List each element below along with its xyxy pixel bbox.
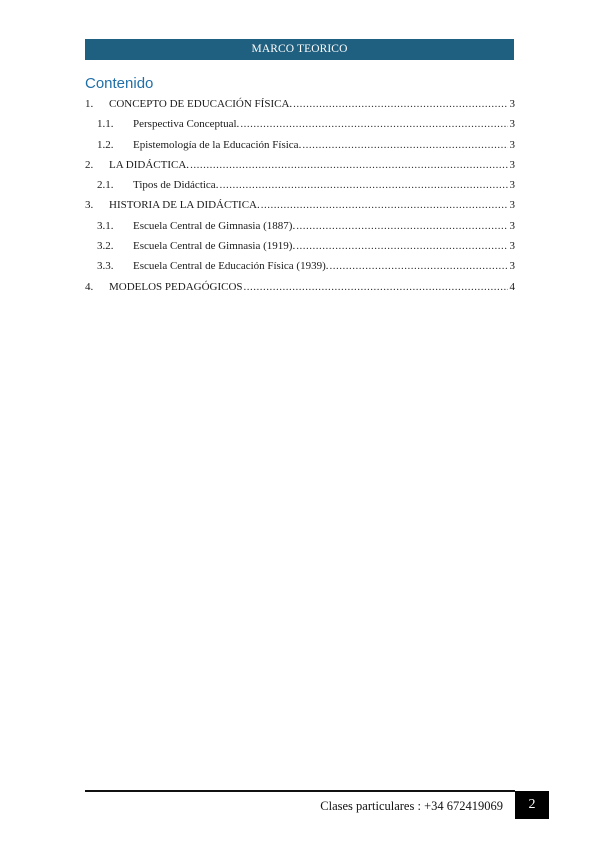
toc-entry-title: Epistemología de la Educación Física.	[133, 138, 302, 151]
toc-heading: Contenido	[85, 75, 154, 92]
toc-entry-number: 1.	[85, 98, 94, 110]
toc-entry-page: 3	[509, 199, 515, 212]
toc-entry-3-3[interactable]	[85, 256, 515, 276]
toc-entry-page: 3	[509, 98, 515, 110]
toc-entry-page: 3	[509, 118, 515, 131]
toc-entry-title: CONCEPTO DE EDUCACIÓN FÍSICA.	[109, 98, 293, 110]
toc-entry-page: 3	[509, 219, 515, 232]
toc-entry-number: 3.3.	[97, 260, 114, 273]
page-number-box	[515, 791, 549, 819]
toc-entry-title: Escuela Central de Educación Física (1939).	[133, 260, 329, 273]
toc-entry-page: 3	[509, 240, 515, 253]
toc-entry-title: MODELOS PEDAGÓGICOS	[109, 280, 243, 293]
section-header-band	[85, 39, 514, 60]
toc-leader-dots	[301, 135, 507, 155]
toc-entry-title: Perspectiva Conceptual.	[133, 118, 240, 131]
toc-entry-page: 3	[509, 138, 515, 151]
toc-entry-page: 3	[509, 260, 515, 273]
toc-entry-1[interactable]	[85, 94, 515, 114]
footer-divider	[85, 790, 515, 792]
toc-entry-title: Escuela Central de Gimnasia (1919).	[133, 240, 296, 253]
toc-entry-number: 3.	[85, 199, 94, 212]
toc-entry-1-1[interactable]	[85, 114, 515, 134]
toc-entry-3-2[interactable]	[85, 236, 515, 256]
toc-leader-dots	[292, 94, 507, 114]
toc-leader-dots	[260, 195, 508, 215]
toc-entry-page: 3	[509, 179, 515, 192]
toc-entry-title: LA DIDÁCTICA.	[109, 158, 190, 171]
toc-entry-2-1[interactable]	[85, 175, 515, 195]
toc-entry-1-2[interactable]	[85, 135, 515, 155]
toc-entry-2[interactable]	[85, 155, 515, 175]
toc-entry-number: 1.1.	[97, 118, 114, 131]
toc-entry-number: 1.2.	[97, 138, 114, 151]
toc-entry-3-1[interactable]	[85, 216, 515, 236]
page-number: 2	[528, 797, 536, 812]
toc-entry-title: HISTORIA DE LA DIDÁCTICA.	[109, 199, 260, 212]
toc-entry-number: 4.	[85, 280, 94, 293]
toc-entry-title: Tipos de Didáctica.	[133, 179, 219, 192]
toc-entry-3[interactable]	[85, 195, 515, 215]
toc-entry-number: 2.1.	[97, 179, 114, 192]
toc-entry-number: 2.	[85, 158, 94, 171]
toc-entry-title: Escuela Central de Gimnasia (1887).	[133, 219, 296, 232]
toc-entry-4[interactable]	[85, 277, 515, 297]
toc-entry-page: 4	[509, 280, 515, 293]
toc-leader-dots	[243, 277, 508, 297]
toc-entry-number: 3.2.	[97, 240, 114, 253]
toc-leader-dots	[295, 216, 507, 236]
toc-leader-dots	[189, 155, 507, 175]
toc-entry-number: 3.1.	[97, 219, 114, 232]
footer-contact-text: Clases particulares : +34 672419069	[320, 799, 503, 813]
toc-leader-dots	[239, 114, 507, 134]
table-of-contents	[85, 94, 515, 297]
toc-leader-dots	[218, 175, 507, 195]
section-header-title: MARCO TEORICO	[251, 43, 348, 55]
toc-leader-dots	[295, 236, 507, 256]
toc-entry-page: 3	[509, 158, 515, 171]
toc-leader-dots	[329, 256, 508, 276]
